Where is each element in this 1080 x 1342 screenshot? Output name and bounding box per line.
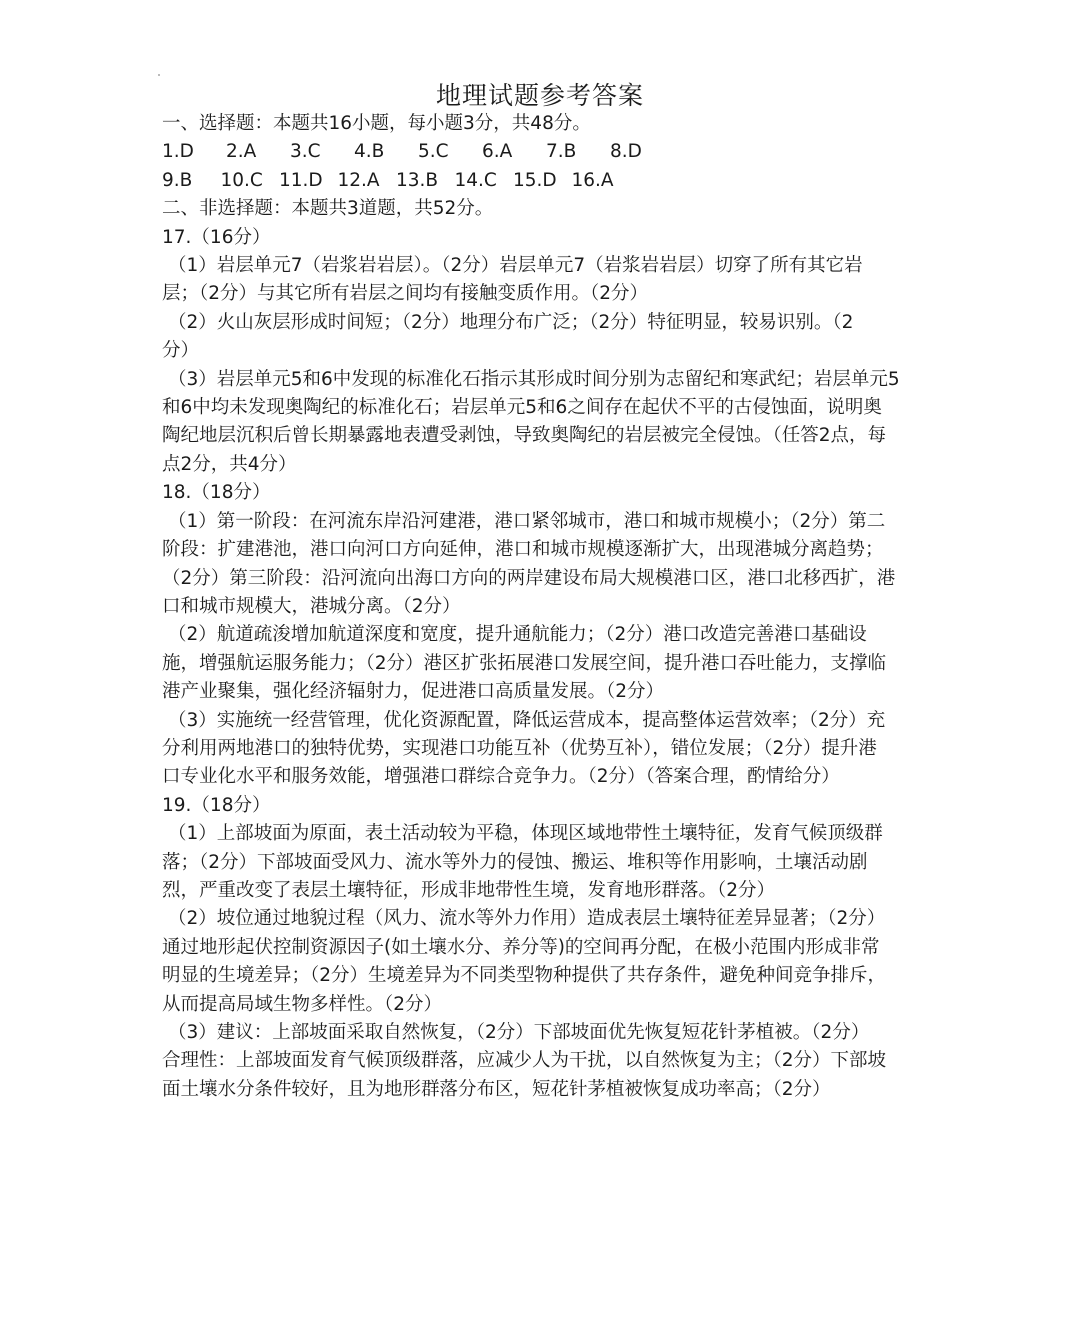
section2-heading: 二、非选择题：本题共3道题，共52分。 [162,198,494,220]
mc-answer: 8.D [610,141,642,163]
q19-header: 19.（18分） [162,794,271,816]
q19-line: 明显的生境差异；（2分）生境差异为不同类型物种提供了共存条件，避免种间竞争排斥， [162,965,887,987]
mc-answer: 3.C [290,141,321,163]
mc-answer: 1.D [162,141,194,163]
q19-line: 面土壤水分条件较好，且为地形群落分布区，短花针茅植被恢复成功率高；（2分） [162,1078,831,1100]
q19-line: 合理性：上部坡面发育气候顶级群落，应减少人为干扰，以自然恢复为主；（2分）下部坡 [162,1050,887,1072]
q19-line: （1）上部坡面为原面，表土活动较为平稳，体现区域地带性土壤特征，发育气候顶级群 [168,823,883,845]
q18-line: （1）第一阶段：在河流东岸沿河建港，港口紧邻城市，港口和城市规模小；（2分）第二 [168,510,886,532]
q19-line: 落；（2分）下部坡面受风力、流水等外力的侵蚀、搬运、堆积等作用影响，土壤活动剧 [162,851,868,873]
q19-line: （2）坡位通过地貌过程（风力、流水等外力作用）造成表层土壤特征差异显著；（2分） [168,908,886,930]
mc-answer: 13.B [396,169,439,191]
q17-line: 分） [162,340,200,362]
mc-answer: 4.B [354,141,385,163]
q17-line: （3）岩层单元5和6中发现的标准化石指示其形成时间分别为志留纪和寒武纪；岩层单元5 [168,368,900,390]
q19-line: 烈，严重改变了表层土壤特征，形成非地带性生境，发育地形群落。（2分） [162,879,776,901]
q18-line: 分利用两地港口的独特优势，实现港口功能互补（优势互补），错位发展；（2分）提升港 [162,737,877,759]
q17-header: 17.（16分） [162,226,271,248]
scan-speck [158,74,160,76]
q17-line: 陶纪地层沉积后曾长期暴露地表遭受剥蚀，导致奥陶纪的岩层被完全侵蚀。（任答2点，每 [162,425,887,447]
mc-answers-row-1 [162,138,924,166]
q18-line: （2分）第三阶段：沿河流向出海口方向的两岸建设布局大规模港口区，港口北移西扩，港 [162,567,896,589]
q17-line: （2）火山灰层形成时间短；（2分）地理分布广泛；（2分）特征明显，较易识别。（2 [168,311,854,333]
q17-line: 点2分，共4分） [162,453,297,475]
mc-answer: 2.A [226,141,257,163]
section1-heading: 一、选择题：本题共16小题，每小题3分，共48分。 [162,113,591,134]
mc-answer: 6.A [482,141,513,163]
q17-line: （1）岩层单元7（岩浆岩岩层）。（2分）岩层单元7（岩浆岩岩层）切穿了所有其它岩 [168,255,863,277]
mc-answer: 7.B [546,141,577,163]
q18-line: （2）航道疏浚增加航道深度和宽度，提升通航能力；（2分）港口改造完善港口基础设 [168,624,867,646]
mc-answer: 12.A [337,169,380,191]
q18-header: 18.（18分） [162,482,271,504]
mc-answer: 14.C [454,169,497,191]
q18-line: 口和城市规模大，港城分离。（2分） [162,595,461,617]
mc-answer: 5.C [418,141,449,163]
mc-answer: 10.C [220,169,263,191]
q17-line: 和6中均未发现奥陶纪的标准化石；岩层单元5和6之间存在起伏不平的古侵蚀面，说明奥 [162,397,882,419]
mc-answer: 11.D [279,169,323,191]
q18-line: 阶段：扩建港池，港口向河口方向延伸，港口和城市规模逐渐扩大，出现港城分离趋势； [162,539,884,561]
q18-line: （3）实施统一经营管理，优化资源配置，降低运营成本，提高整体运营效率；（2分）充 [168,709,886,731]
mc-answer: 9.B [162,169,193,191]
mc-answer: 15.D [513,169,557,191]
q19-line: 通过地形起伏控制资源因子(如土壤水分、养分等)的空间再分配，在极小范围内形成非常 [162,936,880,958]
q19-line: 从而提高局域生物多样性。（2分） [162,993,443,1015]
q18-line: 施，增强航运服务能力；（2分）港区扩张拓展港口发展空间，提升港口吞吐能力，支撑临 [162,652,887,674]
q19-line: （3）建议：上部坡面采取自然恢复，（2分）下部坡面优先恢复短花针茅植被。（2分） [168,1022,870,1043]
q18-line: 口专业化水平和服务效能，增强港口群综合竞争力。（2分）（答案合理，酌情给分） [162,766,840,788]
q18-line: 港产业聚集，强化经济辐射力，促进港口高质量发展。（2分） [162,681,665,703]
mc-answer: 16.A [571,169,614,191]
page-title: 地理试题参考答案 [435,81,644,110]
q17-line: 层；（2分）与其它所有岩层之间均有接触变质作用。（2分） [162,283,649,305]
answer-body [162,110,924,1104]
mc-answers-row-2 [162,167,924,195]
